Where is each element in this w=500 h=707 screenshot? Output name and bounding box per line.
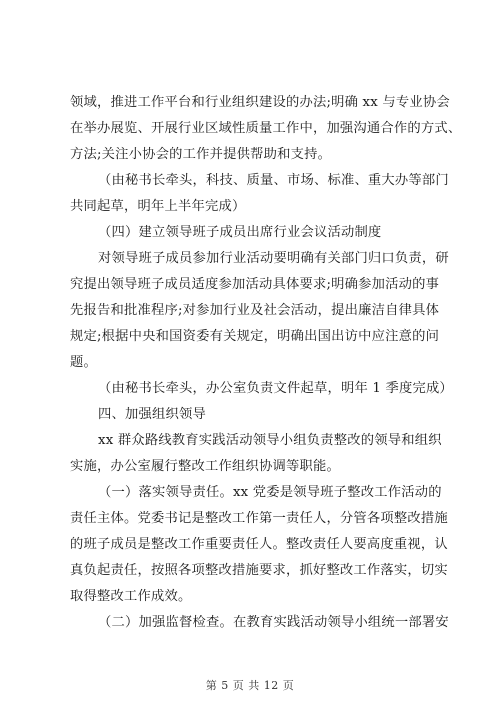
text-line: （一）落实领导责任。xx 党委是领导班子整改工作活动的 — [98, 485, 442, 500]
text-line: 方法;关注小协会的工作并提供帮助和支持。 — [70, 147, 332, 162]
text-line: （由秘书长牵头，科技、质量、市场、标准、重大办等部门 — [98, 173, 449, 188]
text-line: 领域，推进工作平台和行业组织建设的办法;明确 xx 与专业协会 — [70, 95, 450, 110]
text-line: 责任主体。党委书记是整改工作第一责任人，分管各项整改措施 — [70, 511, 448, 526]
text-line: 取得整改工作成效。 — [70, 589, 192, 604]
text-line: 的班子成员是整改工作重要责任人。整改责任人要高度重视，认 — [70, 537, 448, 552]
text-line: 四、加强组织领导 — [98, 407, 206, 422]
text-line: （四）建立领导班子成员出席行业会议活动制度 — [98, 225, 382, 240]
text-line: （二）加强监督检查。在教育实践活动领导小组统一部署安 — [98, 615, 449, 630]
text-line: 实施，办公室履行整改工作组织协调等职能。 — [70, 459, 340, 474]
text-line: 题。 — [70, 355, 97, 370]
text-line: 共同起草，明年上半年完成） — [70, 199, 246, 214]
text-line: 先报告和批准程序;对参加行业及社会活动，提出廉洁自律具体 — [70, 303, 440, 318]
text-line: （由秘书长牵头，办公室负责文件起草，明年 1 季度完成） — [98, 381, 453, 396]
text-line: 规定;根据中央和国资委有关规定，明确出国出访中应注意的问 — [70, 329, 440, 344]
document-body — [70, 90, 462, 636]
page-footer: 第 5 页 共 12 页 — [205, 679, 295, 692]
text-line: 对领导班子成员参加行业活动要明确有关部门归口负责，研 — [98, 251, 449, 266]
text-line: 究提出领导班子成员适度参加活动具体要求;明确参加活动的事 — [70, 277, 440, 292]
text-line: xx 群众路线教育实践活动领导小组负责整改的领导和组织 — [98, 433, 442, 448]
text-line: 在举办展览、开展行业区域性质量工作中，加强沟通合作的方式、 — [70, 121, 462, 136]
text-line: 真负起责任，按照各项整改措施要求，抓好整改工作落实，切实 — [70, 563, 448, 578]
